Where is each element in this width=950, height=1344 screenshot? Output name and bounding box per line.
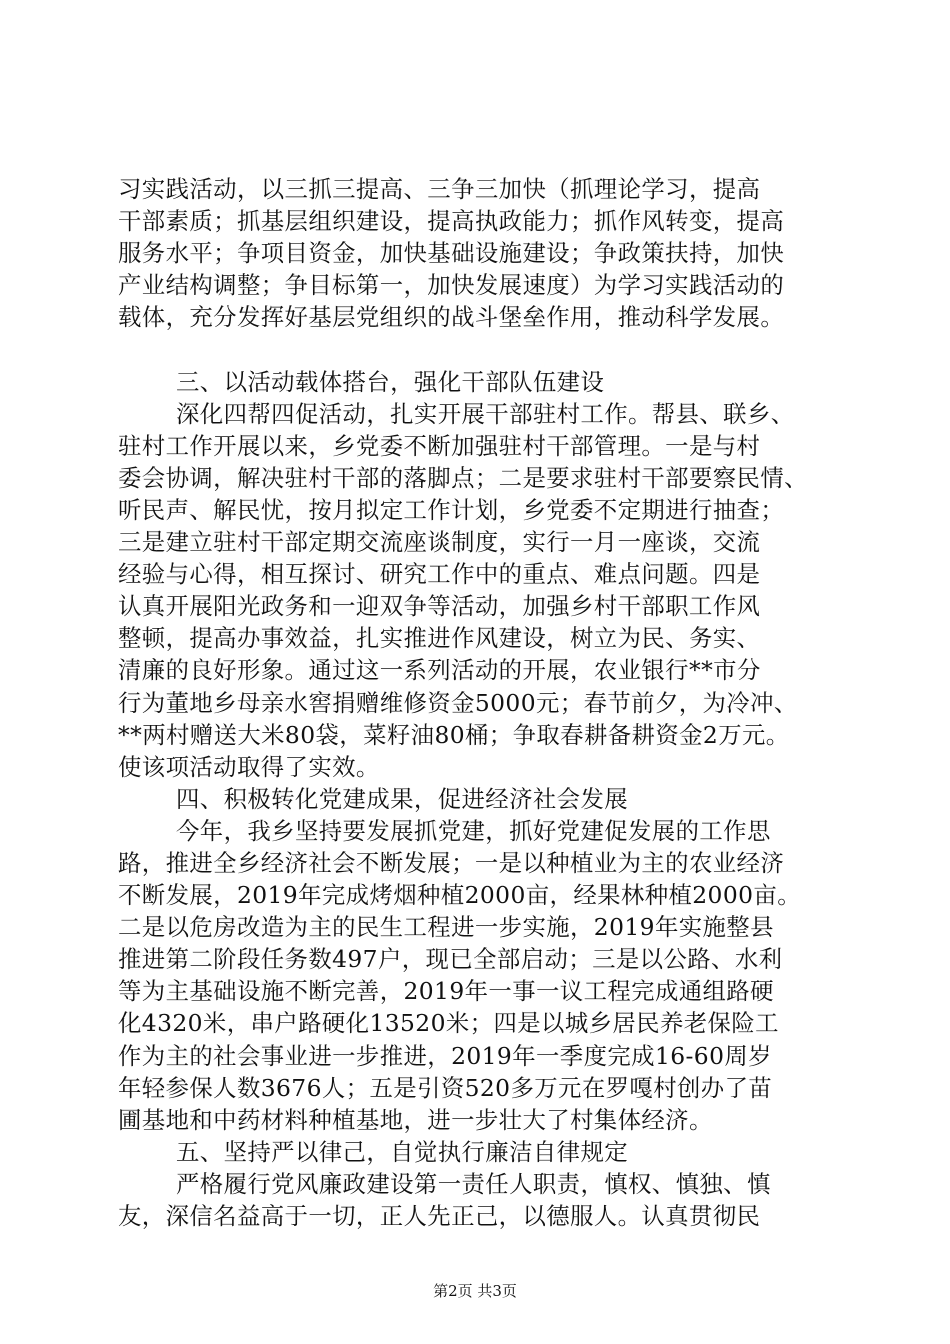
document-body xyxy=(118,173,834,1232)
text-line: 年轻参保人数3676人；五是引资520多万元在罗嘎村创办了苗 xyxy=(118,1073,773,1102)
text-line: 友，深信名益高于一切，正人先正己，以德服人。认真贯彻民 xyxy=(118,1202,761,1230)
text-line: 服务水平；争项目资金，加快基础设施建设；争政策扶持，加快 xyxy=(118,239,785,268)
page-footer xyxy=(0,1280,950,1301)
text-line: 严格履行党风廉政建设第一责任人职责，慎权、慎独、慎 xyxy=(176,1169,771,1198)
text-line: 清廉的良好形象。通过这一系列活动的开展，农业银行**市分 xyxy=(118,656,761,685)
section-heading: 四、积极转化党建成果，促进经济社会发展 xyxy=(176,784,629,813)
section-heading: 五、坚持严以律己，自觉执行廉洁自律规定 xyxy=(176,1137,629,1166)
text-line: 整顿，提高办事效益，扎实推进作风建设，树立为民、务实、 xyxy=(118,624,761,653)
paragraph-gap xyxy=(118,333,834,365)
page-number-label: 第2页 共3页 xyxy=(433,1282,517,1300)
text-line: 委会协调，解决驻村干部的落脚点；二是要求驻村干部要察民情、 xyxy=(118,463,808,492)
text-line: 产业结构调整；争目标第一，加快发展速度）为学习实践活动的 xyxy=(118,271,785,300)
text-line: 化4320米，串户路硬化13520米；四是以城乡居民养老保险工 xyxy=(118,1009,779,1038)
text-line: 认真开展阳光政务和一迎双争等活动，加强乡村干部职工作风 xyxy=(118,592,761,621)
text-line: 深化四帮四促活动，扎实开展干部驻村工作。帮县、联乡、 xyxy=(176,399,795,428)
text-line: 听民声、解民忧，按月拟定工作计划，乡党委不定期进行抽查； xyxy=(118,495,785,524)
text-line: 不断发展，2019年完成烤烟种植2000亩，经果林种植2000亩。 xyxy=(118,881,801,910)
text-line: **两村赠送大米80袋，菜籽油80桶；争取春耕备耕资金2万元。 xyxy=(118,720,790,749)
text-line: 等为主基础设施不断完善，2019年一事一议工程完成通组路硬 xyxy=(118,977,774,1006)
text-line: 驻村工作开展以来，乡党委不断加强驻村干部管理。一是与村 xyxy=(118,431,761,460)
text-line: 三是建立驻村干部定期交流座谈制度，实行一月一座谈，交流 xyxy=(118,528,761,557)
text-line: 使该项活动取得了实效。 xyxy=(118,752,380,781)
text-line: 路，推进全乡经济社会不断发展；一是以种植业为主的农业经济 xyxy=(118,848,785,877)
text-line: 干部素质；抓基层组织建设，提高执政能力；抓作风转变，提高 xyxy=(118,207,785,236)
text-line: 圃基地和中药材料种植基地，进一步壮大了村集体经济。 xyxy=(118,1105,713,1134)
text-line: 作为主的社会事业进一步推进，2019年一季度完成16-60周岁 xyxy=(118,1041,772,1070)
text-line: 今年，我乡坚持要发展抓党建，抓好党建促发展的工作思 xyxy=(176,816,771,845)
text-line: 经验与心得，相互探讨、研究工作中的重点、难点问题。四是 xyxy=(118,560,761,589)
section-heading: 三、以活动载体搭台，强化干部队伍建设 xyxy=(176,367,605,396)
text-line: 习实践活动，以三抓三提高、三争三加快（抓理论学习，提高 xyxy=(118,175,761,203)
text-line: 载体，充分发挥好基层党组织的战斗堡垒作用，推动科学发展。 xyxy=(118,303,785,332)
text-line: 推进第二阶段任务数497户，现已全部启动；三是以公路、水利 xyxy=(118,945,783,974)
text-line: 行为董地乡母亲水窖捐赠维修资金5000元；春节前夕，为冷冲、 xyxy=(118,688,798,717)
text-line: 二是以危房改造为主的民生工程进一步实施，2019年实施整县 xyxy=(118,913,774,942)
